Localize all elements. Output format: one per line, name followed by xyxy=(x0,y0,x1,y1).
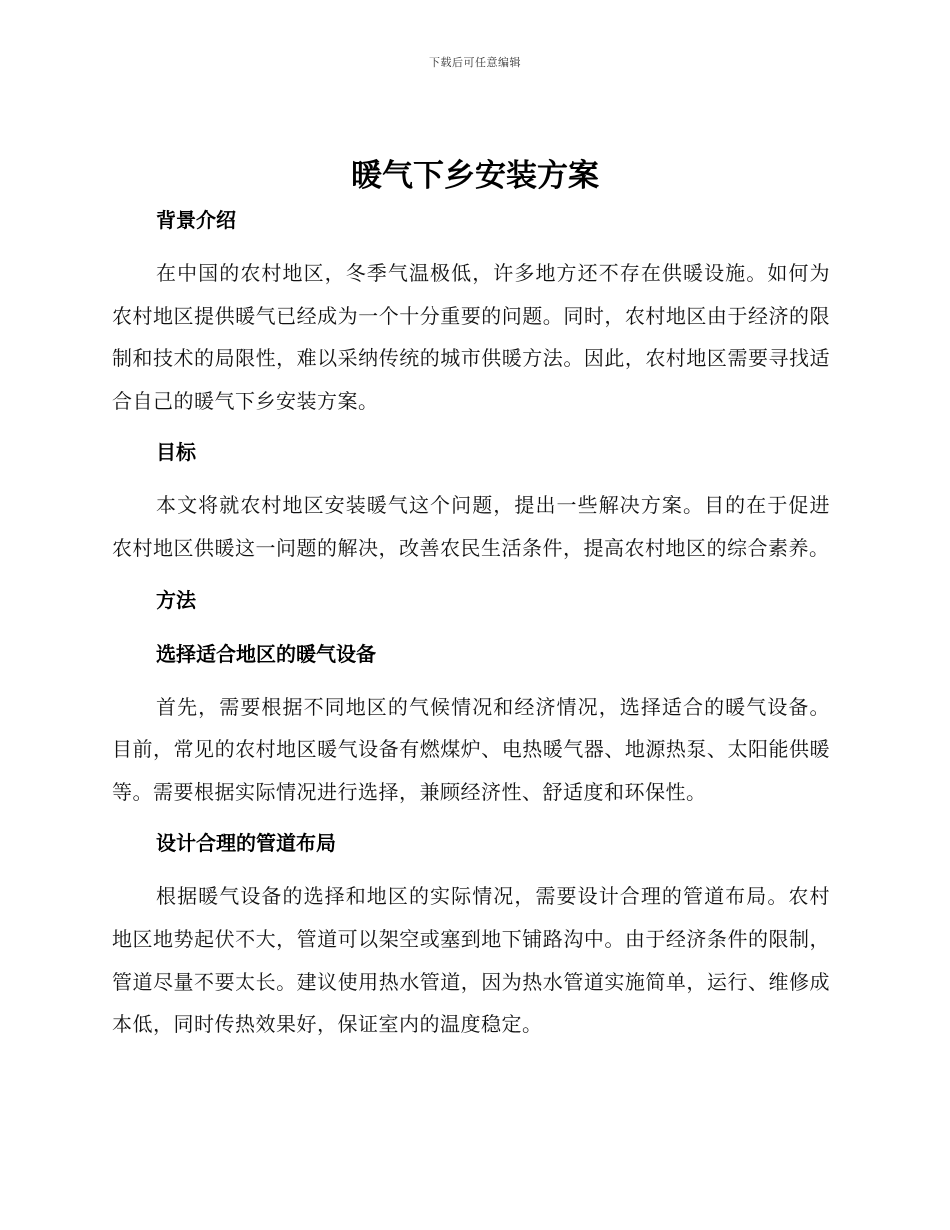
subsection-paragraph-equipment: 首先，需要根据不同地区的气候情况和经济情况，选择适合的暖气设备。目前，常见的农村地区暖气设备有燃煤炉、电热暖气器、地源热泵、太阳能供暖等。需要根据实际情况进行选择，兼顾经济性、舒适度和环保性。 xyxy=(112,694,830,804)
page-title: 暖气下乡安装方案 xyxy=(351,158,599,194)
subsection-paragraph-pipeline: 根据暖气设备的选择和地区的实际情况，需要设计合理的管道布局。农村地区地势起伏不大，管道可以架空或塞到地下铺路沟中。由于经济条件的限制，管道尽量不要太长。建议使用热水管道，因为热水管道实施简单，运行、维修成本低，同时传热效果好，保证室内的温度稳定。 xyxy=(112,884,830,1037)
document-body xyxy=(112,202,830,1046)
section-paragraph-goal: 本文将就农村地区安装暖气这个问题，提出一些解决方案。目的在于促进农村地区供暖这一问题的解决，改善农民生活条件，提高农村地区的综合素养。 xyxy=(112,493,830,560)
section-heading-goal: 目标 xyxy=(156,440,196,465)
subsection-heading-equipment: 选择适合地区的暖气设备 xyxy=(156,641,376,666)
section-heading-background: 背景介绍 xyxy=(156,208,236,232)
section-paragraph-background: 在中国的农村地区，冬季气温极低，许多地方还不存在供暖设施。如何为农村地区提供暖气已经成为一个十分重要的问题。同时，农村地区由于经济的限制和技术的局限性，难以采纳传统的城市供暖方法。因此，农村地区需要寻找适合自己的暖气下乡安装方案。 xyxy=(112,261,830,413)
section-heading-method: 方法 xyxy=(156,587,196,612)
subsection-heading-pipeline: 设计合理的管道布局 xyxy=(156,831,336,856)
header-note: 下载后可任意编辑 xyxy=(429,56,521,69)
